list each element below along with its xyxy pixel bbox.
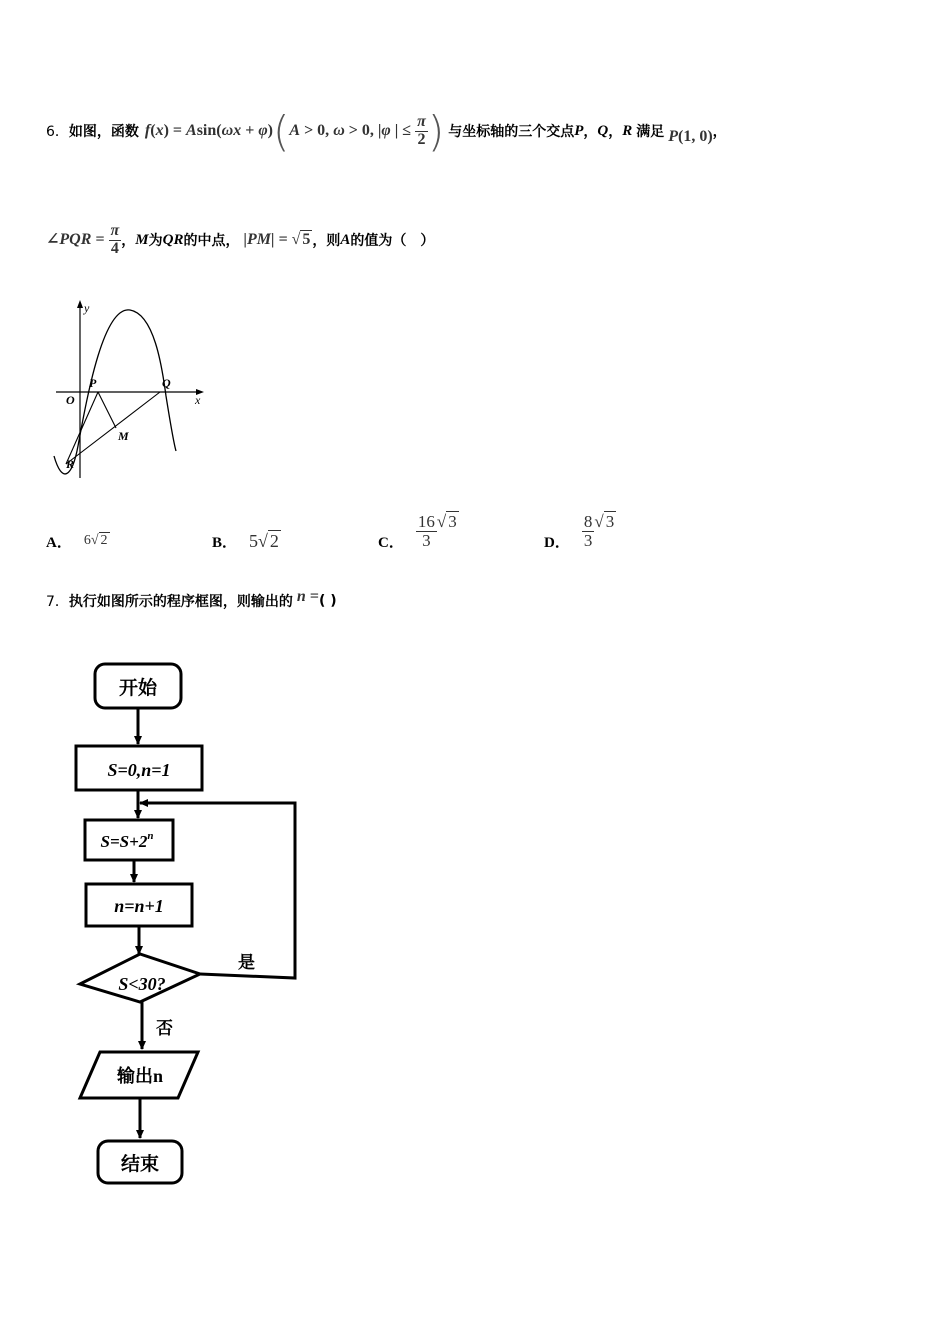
option-b-value: 5√ 2 [249,530,279,551]
flow-condition-text: S<30? [118,974,166,994]
flow-update-s-text: $S=S+2^n$ [100,830,154,851]
q7-paren: ( ) [318,593,337,609]
flow-update-n-text: n=n+1 [114,896,164,916]
q6-graph [44,296,224,486]
q6-option-d[interactable]: D． $\frac{8}{3}$ √ 3 [544,512,615,551]
q6-qr-label: QR [162,231,184,248]
q6-p-coordinate: P(1, 0) [668,128,713,145]
q6-angle-formula: ∠PQR = $\frac{\pi}{4}$ [46,221,120,257]
q6-pm-formula: |PM| = √ 5 [243,231,311,248]
option-d-value: $\frac{8}{3}$ √ 3 [583,512,615,550]
graph-y-label: y [84,301,90,315]
q6-m-label: M [135,231,149,248]
q6-mid-text: 与坐标轴的三个交点 [448,124,575,140]
flow-yes-label: 是 [238,953,255,972]
q7-text: 执行如图所示的程序框图，则输出的 [68,594,293,610]
flow-no-label: 否 [156,1019,173,1038]
q6-option-b[interactable]: B． 5√ 2 [212,530,279,551]
q6-point-p: P [574,122,584,139]
q6-number: 6． [46,124,69,140]
graph-x-label: x [195,393,201,407]
q7-n-var: n = [296,588,319,605]
q6-satisfy: 满足 [636,124,665,140]
q6-option-a[interactable]: A． 6√ 2 [46,533,108,551]
q6-point-r: R [622,122,633,139]
flow-output-text: 输出n [116,1066,164,1086]
q7-line [46,588,337,614]
q6-line1: 6． 如图，函数 f(x) = Asin(ωx + φ) ( A > 0, ω > 0, |φ | ≤ $\frac{\pi}{2}$ ) 与坐标轴的三个交点 P ， Q ， R 满足 P(1, 0) ， [46,106,727,156]
q7-flowchart [70,656,310,1196]
graph-o-label: O [66,393,75,407]
option-c-value: $\frac{16}{3}$ √ 3 [417,512,457,550]
flow-init-text: S=0,n=1 [107,760,171,780]
q6-option-c[interactable]: C． $\frac{16}{3}$ √ 3 [378,512,457,551]
q6-a-label: A [340,231,351,248]
q6-condition-close-paren: ) [427,106,445,156]
graph-r-label: R [66,457,75,471]
q6-function-formula: f(x) = Asin(ωx + φ) [144,122,273,139]
flow-start-text: 开始 [118,678,158,699]
q6-point-q: Q [597,122,609,139]
graph-q-label: Q [162,376,171,390]
q6-intro: 如图，函数 [68,124,139,140]
q6-condition-open-paren: ( [273,106,290,156]
option-a-value: 6√ 2 [83,533,108,548]
q6-line2: ∠PQR = $\frac{\pi}{4}$ ， M 为 QR 的中点， |PM| = √ 5 ，则 A 的值为（ ） [46,221,435,257]
flow-end-text: 结束 [120,1154,160,1175]
graph-p-label: P [89,376,97,390]
q7-number: 7． [46,594,69,610]
q6-condition: A > 0, ω > 0, |φ | ≤ $\frac{\pi}{2}$ [289,112,426,148]
graph-m-label: M [118,429,129,443]
